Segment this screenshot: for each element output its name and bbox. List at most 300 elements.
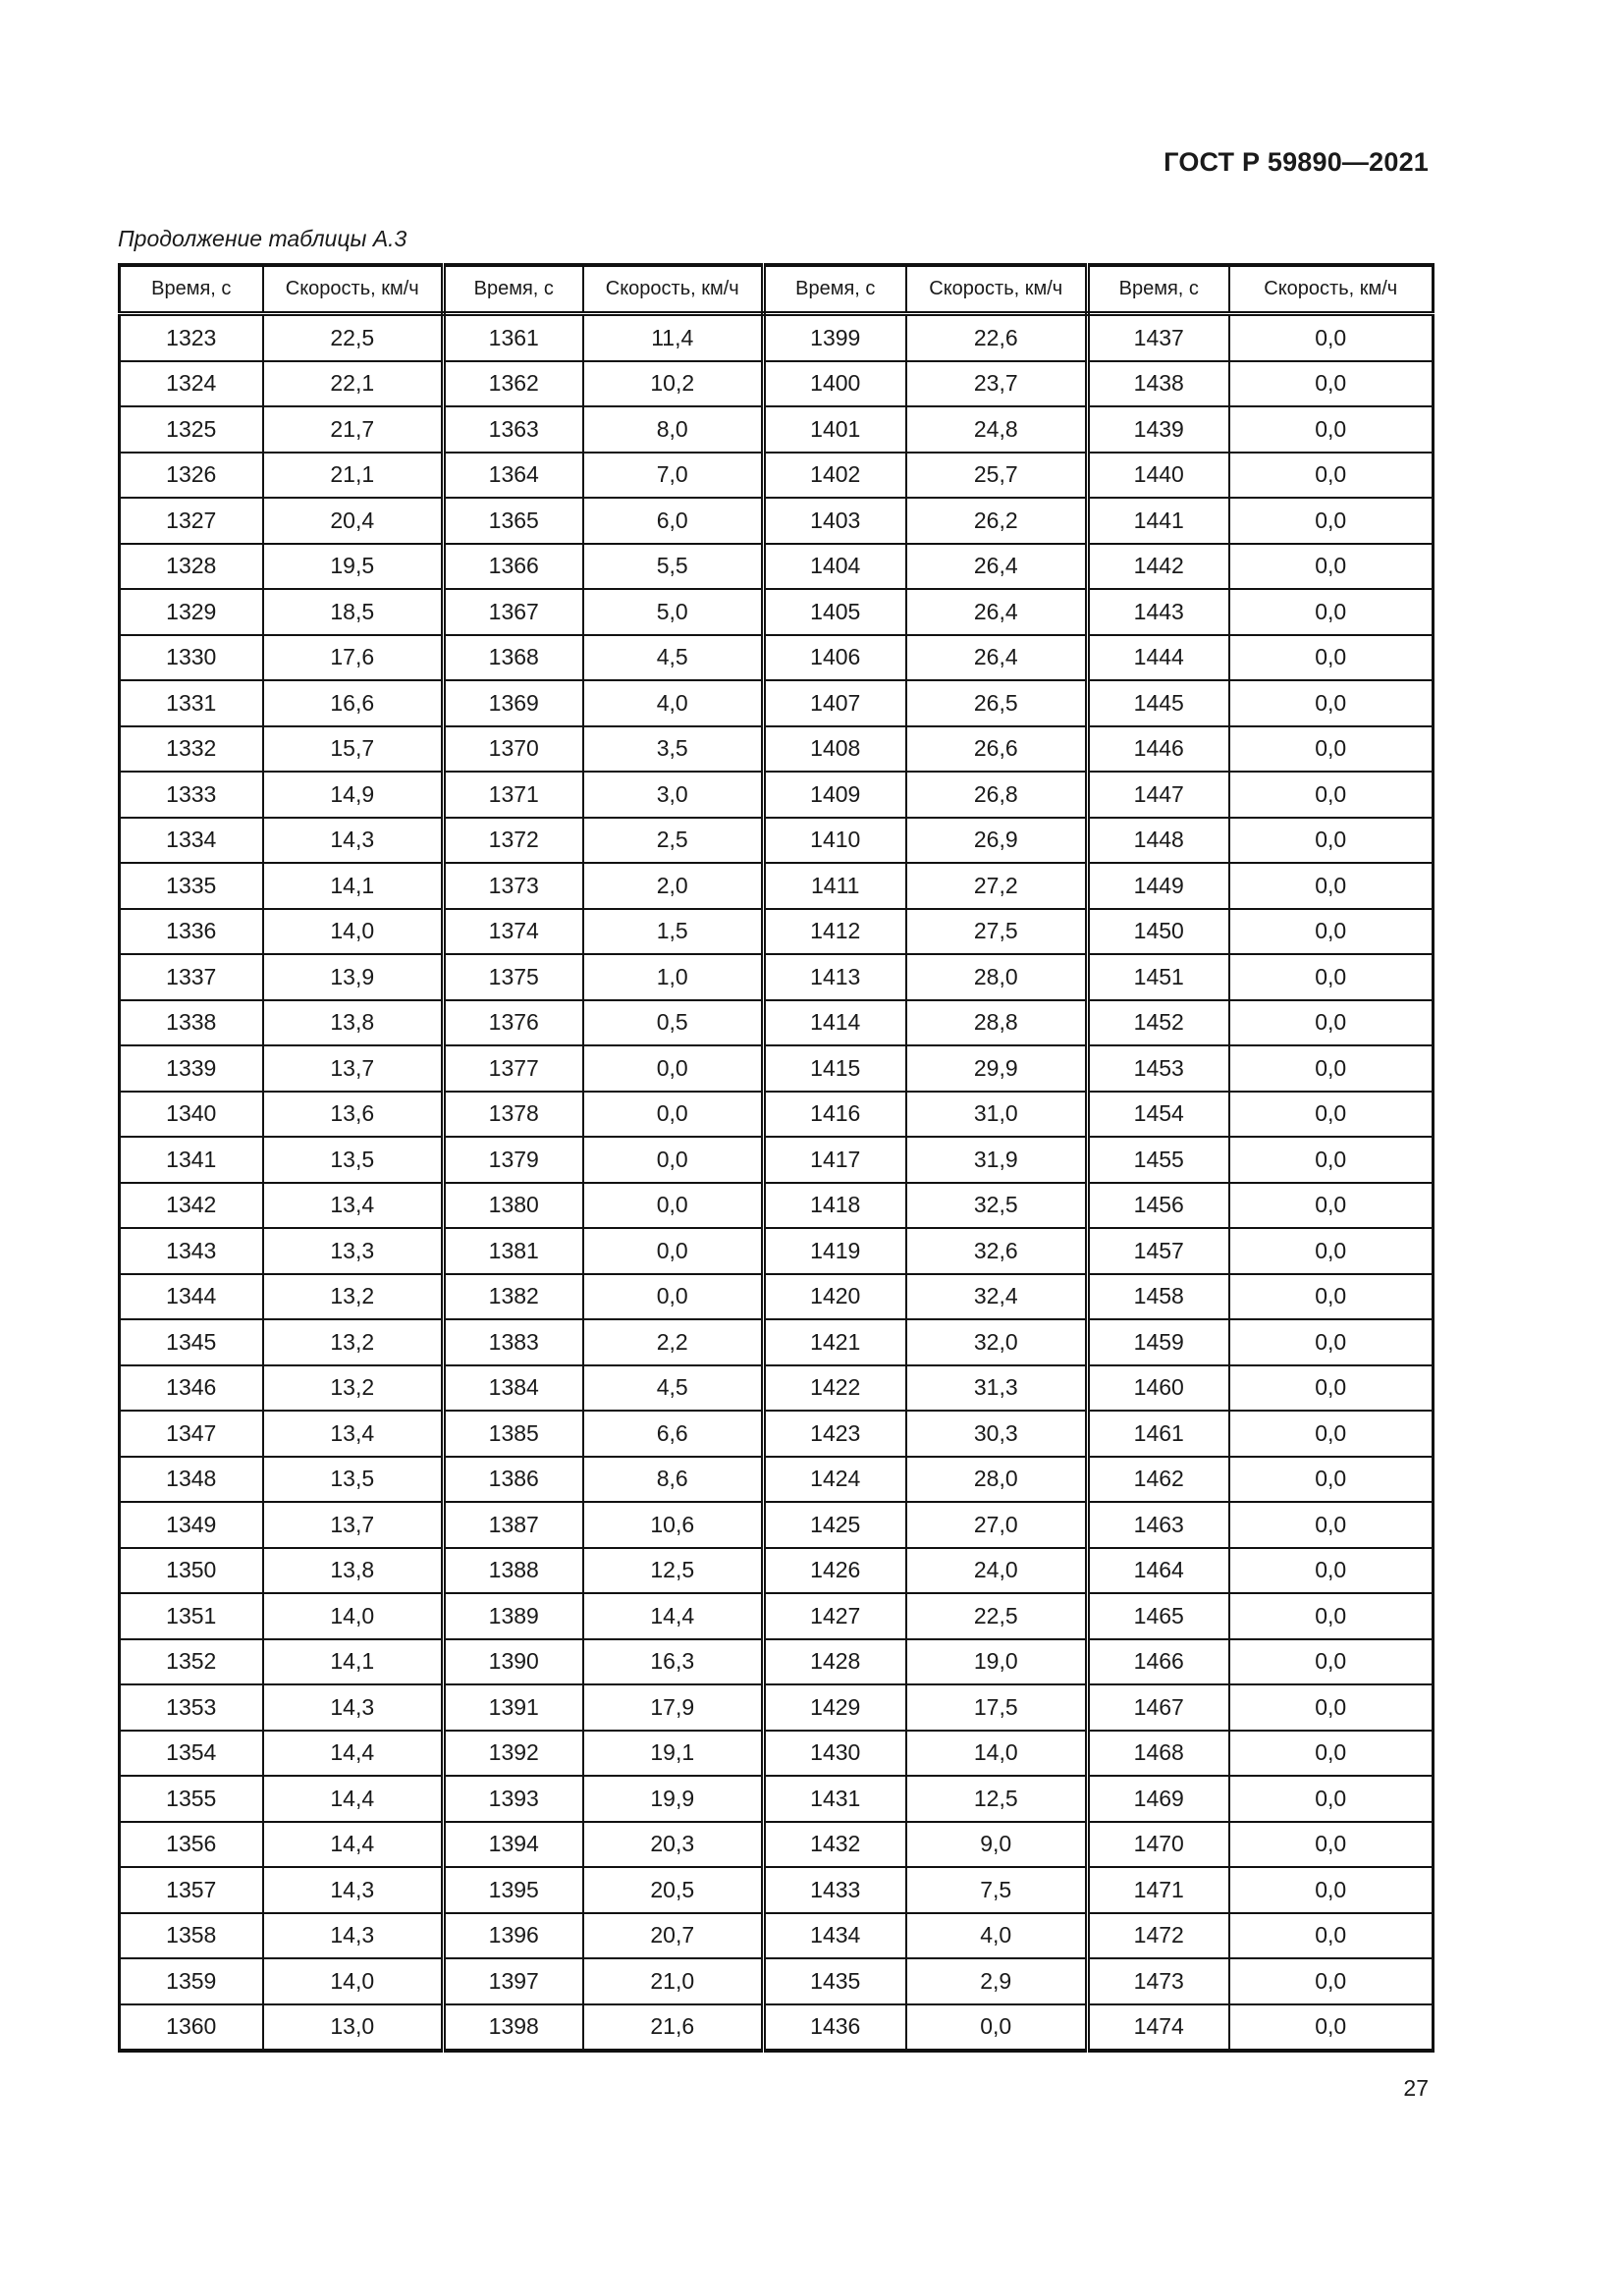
speed-cell: 7,0 xyxy=(583,453,764,499)
table-row xyxy=(120,1684,1434,1731)
speed-time-table-container xyxy=(118,263,1432,2053)
time-cell: 1463 xyxy=(1088,1502,1229,1548)
table-row xyxy=(120,863,1434,909)
speed-cell: 7,5 xyxy=(906,1867,1088,1913)
time-cell: 1414 xyxy=(764,1000,906,1046)
time-cell: 1365 xyxy=(444,498,583,544)
time-cell: 1352 xyxy=(120,1639,263,1685)
speed-cell: 0,0 xyxy=(583,1183,764,1229)
speed-cell: 0,0 xyxy=(1229,453,1434,499)
speed-cell: 26,6 xyxy=(906,726,1088,773)
time-cell: 1342 xyxy=(120,1183,263,1229)
speed-cell: 16,6 xyxy=(263,680,444,726)
speed-cell: 14,9 xyxy=(263,772,444,818)
table-row xyxy=(120,635,1434,681)
speed-cell: 13,3 xyxy=(263,1228,444,1274)
speed-cell: 0,0 xyxy=(1229,1731,1434,1777)
table-row xyxy=(120,544,1434,590)
speed-cell: 13,8 xyxy=(263,1548,444,1594)
time-cell: 1426 xyxy=(764,1548,906,1594)
time-cell: 1378 xyxy=(444,1092,583,1138)
speed-cell: 18,5 xyxy=(263,589,444,635)
speed-cell: 20,4 xyxy=(263,498,444,544)
time-cell: 1345 xyxy=(120,1319,263,1365)
speed-cell: 0,0 xyxy=(1229,1319,1434,1365)
speed-cell: 14,4 xyxy=(583,1593,764,1639)
time-cell: 1416 xyxy=(764,1092,906,1138)
time-cell: 1402 xyxy=(764,453,906,499)
speed-cell: 19,0 xyxy=(906,1639,1088,1685)
time-cell: 1471 xyxy=(1088,1867,1229,1913)
speed-cell: 0,0 xyxy=(1229,1228,1434,1274)
table-row xyxy=(120,2004,1434,2052)
time-cell: 1467 xyxy=(1088,1684,1229,1731)
time-cell: 1328 xyxy=(120,544,263,590)
speed-cell: 28,0 xyxy=(906,1457,1088,1503)
time-cell: 1351 xyxy=(120,1593,263,1639)
speed-cell: 20,7 xyxy=(583,1913,764,1959)
speed-cell: 0,0 xyxy=(1229,954,1434,1000)
speed-cell: 29,9 xyxy=(906,1045,1088,1092)
speed-cell: 10,6 xyxy=(583,1502,764,1548)
speed-cell: 0,0 xyxy=(1229,1639,1434,1685)
time-cell: 1430 xyxy=(764,1731,906,1777)
time-cell: 1472 xyxy=(1088,1913,1229,1959)
time-cell: 1406 xyxy=(764,635,906,681)
speed-cell: 20,3 xyxy=(583,1822,764,1868)
speed-cell: 6,6 xyxy=(583,1411,764,1457)
time-cell: 1438 xyxy=(1088,361,1229,407)
speed-cell: 4,0 xyxy=(583,680,764,726)
table-row xyxy=(120,954,1434,1000)
speed-cell: 14,0 xyxy=(263,909,444,955)
time-cell: 1357 xyxy=(120,1867,263,1913)
time-cell: 1385 xyxy=(444,1411,583,1457)
speed-cell: 2,0 xyxy=(583,863,764,909)
time-cell: 1407 xyxy=(764,680,906,726)
speed-cell: 0,0 xyxy=(1229,406,1434,453)
speed-cell: 14,4 xyxy=(263,1731,444,1777)
time-cell: 1450 xyxy=(1088,909,1229,955)
speed-cell: 14,0 xyxy=(263,1593,444,1639)
table-row xyxy=(120,1183,1434,1229)
speed-cell: 0,0 xyxy=(1229,726,1434,773)
speed-cell: 30,3 xyxy=(906,1411,1088,1457)
speed-cell: 13,5 xyxy=(263,1457,444,1503)
speed-cell: 26,9 xyxy=(906,818,1088,864)
table-row xyxy=(120,1639,1434,1685)
time-cell: 1344 xyxy=(120,1274,263,1320)
column-header-time: Время, с xyxy=(120,265,263,314)
time-cell: 1340 xyxy=(120,1092,263,1138)
speed-cell: 0,0 xyxy=(1229,1776,1434,1822)
speed-cell: 13,2 xyxy=(263,1274,444,1320)
speed-cell: 21,1 xyxy=(263,453,444,499)
speed-cell: 0,0 xyxy=(1229,1000,1434,1046)
table-body xyxy=(120,314,1434,2052)
speed-cell: 26,5 xyxy=(906,680,1088,726)
time-cell: 1394 xyxy=(444,1822,583,1868)
speed-cell: 17,5 xyxy=(906,1684,1088,1731)
speed-cell: 22,5 xyxy=(906,1593,1088,1639)
table-row xyxy=(120,726,1434,773)
column-header-time: Время, с xyxy=(444,265,583,314)
table-row xyxy=(120,818,1434,864)
time-cell: 1372 xyxy=(444,818,583,864)
speed-cell: 13,2 xyxy=(263,1319,444,1365)
speed-cell: 0,0 xyxy=(583,1045,764,1092)
speed-cell: 2,5 xyxy=(583,818,764,864)
table-row xyxy=(120,1137,1434,1183)
speed-cell: 27,5 xyxy=(906,909,1088,955)
speed-cell: 0,0 xyxy=(1229,544,1434,590)
time-cell: 1400 xyxy=(764,361,906,407)
page-number: 27 xyxy=(1403,2075,1429,2101)
speed-cell: 22,1 xyxy=(263,361,444,407)
speed-cell: 25,7 xyxy=(906,453,1088,499)
time-cell: 1455 xyxy=(1088,1137,1229,1183)
speed-cell: 0,0 xyxy=(1229,1137,1434,1183)
table-row xyxy=(120,909,1434,955)
time-cell: 1421 xyxy=(764,1319,906,1365)
time-cell: 1324 xyxy=(120,361,263,407)
speed-cell: 19,1 xyxy=(583,1731,764,1777)
table-row xyxy=(120,1228,1434,1274)
time-cell: 1376 xyxy=(444,1000,583,1046)
speed-cell: 4,5 xyxy=(583,635,764,681)
time-cell: 1343 xyxy=(120,1228,263,1274)
speed-cell: 0,0 xyxy=(1229,1958,1434,2004)
speed-cell: 11,4 xyxy=(583,314,764,361)
time-cell: 1399 xyxy=(764,314,906,361)
speed-cell: 13,8 xyxy=(263,1000,444,1046)
time-cell: 1454 xyxy=(1088,1092,1229,1138)
time-cell: 1453 xyxy=(1088,1045,1229,1092)
time-cell: 1412 xyxy=(764,909,906,955)
speed-cell: 23,7 xyxy=(906,361,1088,407)
speed-cell: 22,5 xyxy=(263,314,444,361)
table-row xyxy=(120,1457,1434,1503)
speed-cell: 3,5 xyxy=(583,726,764,773)
time-cell: 1408 xyxy=(764,726,906,773)
time-cell: 1449 xyxy=(1088,863,1229,909)
speed-cell: 21,6 xyxy=(583,2004,764,2052)
time-cell: 1431 xyxy=(764,1776,906,1822)
table-row xyxy=(120,1867,1434,1913)
table-row xyxy=(120,1958,1434,2004)
time-cell: 1354 xyxy=(120,1731,263,1777)
time-cell: 1405 xyxy=(764,589,906,635)
time-cell: 1361 xyxy=(444,314,583,361)
time-cell: 1458 xyxy=(1088,1274,1229,1320)
time-cell: 1470 xyxy=(1088,1822,1229,1868)
time-cell: 1420 xyxy=(764,1274,906,1320)
time-cell: 1336 xyxy=(120,909,263,955)
time-cell: 1432 xyxy=(764,1822,906,1868)
speed-cell: 0,0 xyxy=(1229,1457,1434,1503)
speed-cell: 15,7 xyxy=(263,726,444,773)
speed-cell: 32,4 xyxy=(906,1274,1088,1320)
time-cell: 1409 xyxy=(764,772,906,818)
time-cell: 1338 xyxy=(120,1000,263,1046)
time-cell: 1393 xyxy=(444,1776,583,1822)
time-cell: 1415 xyxy=(764,1045,906,1092)
time-cell: 1371 xyxy=(444,772,583,818)
time-cell: 1440 xyxy=(1088,453,1229,499)
speed-cell: 13,7 xyxy=(263,1045,444,1092)
speed-cell: 28,0 xyxy=(906,954,1088,1000)
time-cell: 1348 xyxy=(120,1457,263,1503)
table-row xyxy=(120,1776,1434,1822)
time-cell: 1392 xyxy=(444,1731,583,1777)
time-cell: 1433 xyxy=(764,1867,906,1913)
time-cell: 1451 xyxy=(1088,954,1229,1000)
speed-cell: 14,3 xyxy=(263,1867,444,1913)
speed-cell: 14,0 xyxy=(263,1958,444,2004)
table-row xyxy=(120,1411,1434,1457)
time-cell: 1347 xyxy=(120,1411,263,1457)
table-row xyxy=(120,453,1434,499)
speed-cell: 32,6 xyxy=(906,1228,1088,1274)
time-cell: 1397 xyxy=(444,1958,583,2004)
speed-cell: 0,0 xyxy=(583,1228,764,1274)
time-cell: 1327 xyxy=(120,498,263,544)
speed-cell: 9,0 xyxy=(906,1822,1088,1868)
time-cell: 1428 xyxy=(764,1639,906,1685)
table-row xyxy=(120,1731,1434,1777)
speed-cell: 14,4 xyxy=(263,1822,444,1868)
column-header-time: Время, с xyxy=(1088,265,1229,314)
speed-cell: 0,0 xyxy=(1229,1411,1434,1457)
time-cell: 1401 xyxy=(764,406,906,453)
speed-cell: 12,5 xyxy=(583,1548,764,1594)
speed-cell: 13,0 xyxy=(263,2004,444,2052)
speed-cell: 13,7 xyxy=(263,1502,444,1548)
speed-cell: 0,0 xyxy=(1229,1274,1434,1320)
time-cell: 1459 xyxy=(1088,1319,1229,1365)
time-cell: 1355 xyxy=(120,1776,263,1822)
time-cell: 1339 xyxy=(120,1045,263,1092)
speed-cell: 21,7 xyxy=(263,406,444,453)
time-cell: 1411 xyxy=(764,863,906,909)
speed-cell: 4,5 xyxy=(583,1365,764,1412)
time-cell: 1325 xyxy=(120,406,263,453)
table-caption: Продолжение таблицы А.3 xyxy=(118,226,407,251)
table-row xyxy=(120,772,1434,818)
speed-cell: 12,5 xyxy=(906,1776,1088,1822)
speed-cell: 13,6 xyxy=(263,1092,444,1138)
speed-cell: 8,6 xyxy=(583,1457,764,1503)
speed-cell: 0,0 xyxy=(1229,1867,1434,1913)
table-row xyxy=(120,1274,1434,1320)
speed-cell: 17,6 xyxy=(263,635,444,681)
time-cell: 1443 xyxy=(1088,589,1229,635)
speed-time-table xyxy=(118,263,1435,2053)
speed-cell: 0,0 xyxy=(1229,818,1434,864)
speed-cell: 14,1 xyxy=(263,1639,444,1685)
time-cell: 1387 xyxy=(444,1502,583,1548)
time-cell: 1461 xyxy=(1088,1411,1229,1457)
time-cell: 1382 xyxy=(444,1274,583,1320)
document-code-header: ГОСТ Р 59890—2021 xyxy=(1164,147,1429,177)
table-row xyxy=(120,1502,1434,1548)
table-row xyxy=(120,498,1434,544)
speed-cell: 27,0 xyxy=(906,1502,1088,1548)
column-header-speed: Скорость, км/ч xyxy=(906,265,1088,314)
time-cell: 1474 xyxy=(1088,2004,1229,2052)
column-header-time: Время, с xyxy=(764,265,906,314)
speed-cell: 0,0 xyxy=(1229,2004,1434,2052)
time-cell: 1363 xyxy=(444,406,583,453)
speed-cell: 26,2 xyxy=(906,498,1088,544)
table-row xyxy=(120,589,1434,635)
speed-cell: 0,0 xyxy=(1229,1822,1434,1868)
speed-cell: 0,0 xyxy=(1229,589,1434,635)
time-cell: 1419 xyxy=(764,1228,906,1274)
time-cell: 1398 xyxy=(444,2004,583,2052)
speed-cell: 17,9 xyxy=(583,1684,764,1731)
time-cell: 1383 xyxy=(444,1319,583,1365)
time-cell: 1466 xyxy=(1088,1639,1229,1685)
time-cell: 1353 xyxy=(120,1684,263,1731)
time-cell: 1418 xyxy=(764,1183,906,1229)
column-header-speed: Скорость, км/ч xyxy=(263,265,444,314)
speed-cell: 0,5 xyxy=(583,1000,764,1046)
time-cell: 1389 xyxy=(444,1593,583,1639)
speed-cell: 5,0 xyxy=(583,589,764,635)
speed-cell: 0,0 xyxy=(1229,1502,1434,1548)
speed-cell: 6,0 xyxy=(583,498,764,544)
speed-cell: 0,0 xyxy=(1229,1183,1434,1229)
speed-cell: 0,0 xyxy=(1229,1365,1434,1412)
speed-cell: 0,0 xyxy=(583,1137,764,1183)
time-cell: 1425 xyxy=(764,1502,906,1548)
time-cell: 1417 xyxy=(764,1137,906,1183)
speed-cell: 0,0 xyxy=(583,1274,764,1320)
speed-cell: 31,0 xyxy=(906,1092,1088,1138)
speed-cell: 4,0 xyxy=(906,1913,1088,1959)
time-cell: 1395 xyxy=(444,1867,583,1913)
speed-cell: 32,5 xyxy=(906,1183,1088,1229)
time-cell: 1424 xyxy=(764,1457,906,1503)
speed-cell: 0,0 xyxy=(1229,909,1434,955)
time-cell: 1375 xyxy=(444,954,583,1000)
speed-cell: 0,0 xyxy=(1229,680,1434,726)
table-row xyxy=(120,314,1434,361)
speed-cell: 26,4 xyxy=(906,544,1088,590)
speed-cell: 20,5 xyxy=(583,1867,764,1913)
time-cell: 1379 xyxy=(444,1137,583,1183)
column-header-speed: Скорость, км/ч xyxy=(583,265,764,314)
speed-cell: 22,6 xyxy=(906,314,1088,361)
table-row xyxy=(120,361,1434,407)
time-cell: 1381 xyxy=(444,1228,583,1274)
speed-cell: 27,2 xyxy=(906,863,1088,909)
time-cell: 1364 xyxy=(444,453,583,499)
time-cell: 1439 xyxy=(1088,406,1229,453)
speed-cell: 24,8 xyxy=(906,406,1088,453)
speed-cell: 13,5 xyxy=(263,1137,444,1183)
speed-cell: 19,5 xyxy=(263,544,444,590)
table-row xyxy=(120,1548,1434,1594)
speed-cell: 0,0 xyxy=(906,2004,1088,2052)
time-cell: 1464 xyxy=(1088,1548,1229,1594)
time-cell: 1341 xyxy=(120,1137,263,1183)
time-cell: 1462 xyxy=(1088,1457,1229,1503)
speed-cell: 0,0 xyxy=(1229,1913,1434,1959)
time-cell: 1445 xyxy=(1088,680,1229,726)
speed-cell: 8,0 xyxy=(583,406,764,453)
speed-cell: 0,0 xyxy=(1229,1092,1434,1138)
table-row xyxy=(120,406,1434,453)
time-cell: 1391 xyxy=(444,1684,583,1731)
time-cell: 1444 xyxy=(1088,635,1229,681)
time-cell: 1360 xyxy=(120,2004,263,2052)
speed-cell: 5,5 xyxy=(583,544,764,590)
speed-cell: 0,0 xyxy=(1229,863,1434,909)
time-cell: 1334 xyxy=(120,818,263,864)
table-row xyxy=(120,1822,1434,1868)
time-cell: 1404 xyxy=(764,544,906,590)
speed-cell: 0,0 xyxy=(1229,635,1434,681)
speed-cell: 3,0 xyxy=(583,772,764,818)
speed-cell: 26,8 xyxy=(906,772,1088,818)
time-cell: 1386 xyxy=(444,1457,583,1503)
speed-cell: 19,9 xyxy=(583,1776,764,1822)
time-cell: 1469 xyxy=(1088,1776,1229,1822)
time-cell: 1403 xyxy=(764,498,906,544)
table-row xyxy=(120,680,1434,726)
speed-cell: 32,0 xyxy=(906,1319,1088,1365)
speed-cell: 14,3 xyxy=(263,1913,444,1959)
time-cell: 1427 xyxy=(764,1593,906,1639)
table-row xyxy=(120,1365,1434,1412)
table-row xyxy=(120,1045,1434,1092)
speed-cell: 0,0 xyxy=(1229,1593,1434,1639)
time-cell: 1349 xyxy=(120,1502,263,1548)
time-cell: 1329 xyxy=(120,589,263,635)
time-cell: 1448 xyxy=(1088,818,1229,864)
table-header-row xyxy=(120,265,1434,314)
time-cell: 1366 xyxy=(444,544,583,590)
time-cell: 1436 xyxy=(764,2004,906,2052)
time-cell: 1326 xyxy=(120,453,263,499)
time-cell: 1429 xyxy=(764,1684,906,1731)
time-cell: 1457 xyxy=(1088,1228,1229,1274)
time-cell: 1446 xyxy=(1088,726,1229,773)
speed-cell: 0,0 xyxy=(1229,361,1434,407)
time-cell: 1442 xyxy=(1088,544,1229,590)
speed-cell: 13,2 xyxy=(263,1365,444,1412)
table-row xyxy=(120,1092,1434,1138)
speed-cell: 2,2 xyxy=(583,1319,764,1365)
time-cell: 1367 xyxy=(444,589,583,635)
speed-cell: 16,3 xyxy=(583,1639,764,1685)
time-cell: 1335 xyxy=(120,863,263,909)
column-header-speed: Скорость, км/ч xyxy=(1229,265,1434,314)
speed-cell: 14,4 xyxy=(263,1776,444,1822)
time-cell: 1452 xyxy=(1088,1000,1229,1046)
time-cell: 1370 xyxy=(444,726,583,773)
time-cell: 1388 xyxy=(444,1548,583,1594)
speed-cell: 14,1 xyxy=(263,863,444,909)
time-cell: 1434 xyxy=(764,1913,906,1959)
speed-cell: 24,0 xyxy=(906,1548,1088,1594)
time-cell: 1384 xyxy=(444,1365,583,1412)
time-cell: 1410 xyxy=(764,818,906,864)
time-cell: 1423 xyxy=(764,1411,906,1457)
speed-cell: 2,9 xyxy=(906,1958,1088,2004)
